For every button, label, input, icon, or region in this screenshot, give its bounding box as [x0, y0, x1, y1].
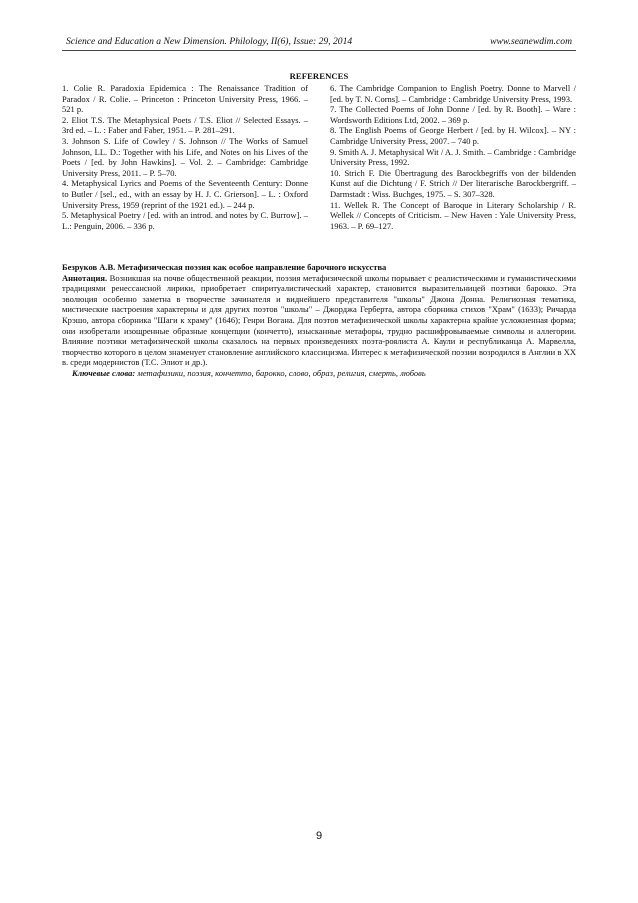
reference-item: 11. Wellek R. The Concept of Baroque in Literary Scholarship / R. Wellek // Concepts of Criticism. – New Haven : Yale University Press, 1963. – P. 69–127. [330, 199, 576, 231]
keywords-label: Ключевые слова: [72, 367, 136, 378]
reference-item: 1. Colie R. Paradoxia Epidemica : The Renaissance Tradition of Paradox / R. Colie. – Princeton : Princeton University Press, 1966. – 521 p. [62, 83, 308, 115]
abstract-body [62, 273, 576, 368]
references-left-column [62, 83, 308, 231]
reference-item: 6. The Cambridge Companion to English Poetry. Donne to Marvell / [ed. by T. N. Corns]. – Cambridge : Cambridge University Press, 1993. [330, 83, 576, 104]
journal-title: Science and Education a New Dimension. Philology, II(6), Issue: 29, 2014 [66, 36, 353, 47]
keywords-text: метафизики, поэзия, кончетто, барокко, слово, образ, религия, смерть, любовь [137, 367, 426, 378]
abstract-text: Возникшая на почве общественной реакции, поэзия метафизической школы порывает с реалистическими и гуманистическими традициями ренессансной лирики, приобретает спиритуалистический характер, становится выразительницей поэтики барокко. Эта эволюция особенно заметна в творчестве зачинателя и виднейшего представителя "школы" Джона Донна. Религиозная тематика, мистические настроения характерны и для других поэтов "школы" – Джорджа Герберта, автора сборника стихов "Храм" (1633); Ричарда Крэшо, автора сборника "Шаги к храму" (1646); Генри Вогана. Для поэтов метафизической школы характерна крайне усложненная форма; они изобретали изощренные образные концепции (кончетто), изысканные метафоры, трудно расшифровываемые символы и аллегории. Влияние поэтики метафизической школы сказалось на первых произведениях поэта-роялиста А. Каули и республиканца А. Марвелла, творчество которого в целом знаменует становление английского классицизма. Интерес к метафизической поэзии возродился в Англии в XX в. среди модернистов (Т.С. Элиот и др.). [62, 272, 576, 368]
reference-item: 2. Eliot T.S. The Metaphysical Poets / T.S. Eliot // Selected Essays. – 3rd ed. – L. : Faber and Faber, 1951. – P. 281–291. [62, 114, 308, 136]
abstract-author-title: Безруков А.В. Метафизическая поэзия как особое направление барочного искусства [62, 262, 387, 272]
reference-item: 5. Metaphysical Poetry / [ed. with an introd. and notes by C. Burrow]. – L.: Penguin, 2006. – 336 p. [62, 210, 308, 231]
russian-abstract-block [62, 262, 576, 379]
running-header [62, 36, 576, 51]
reference-item: 3. Johnson S. Life of Cowley / S. Johnson // The Works of Samuel Johnson, LL. D.: Together with his Life, and Notes on his Lives of the Poets / [ed. by John Hawkins]. – Vol. 2. – Cambridge: Cambridge University Press, 2011. – P. 5–70. [62, 135, 308, 178]
reference-item: 7. The Collected Poems of John Donne / [ed. by R. Booth]. – Ware : Wordsworth Editions Ltd, 2002. – 369 p. [330, 104, 576, 125]
journal-website: www.seanewdim.com [490, 36, 572, 47]
keywords-line [62, 368, 576, 379]
reference-item: 8. The English Poems of George Herbert / [ed. by H. Wilcox]. – NY : Cambridge University Press, 2007. – 740 p. [330, 125, 576, 146]
reference-item: 10. Strich F. Die Übertragung des Barockbegriffs von der bildenden Kunst auf die Dichtung / F. Strich // Der literarische Barockbergriff. – Darmstadt : Wiss. Buchges, 1975. – S. 307–328. [330, 167, 576, 199]
page-number: 9 [315, 830, 323, 842]
references-heading: REFERENCES [289, 71, 349, 81]
reference-item: 9. Smith A. J. Metaphysical Wit / A. J. Smith. – Cambridge : Cambridge University Press, 1992. [330, 146, 576, 168]
abstract-label: Аннотация. [62, 272, 108, 283]
reference-item: 4. Metaphysical Lyrics and Poems of the Seventeenth Century: Donne to Butler / [sel., ed., with an essay by H. J. C. Grierson]. – L. : Oxford University Press, 1959 (reprint of the 1921 ed.). – 244 p. [62, 178, 308, 210]
references-right-column [330, 83, 576, 231]
